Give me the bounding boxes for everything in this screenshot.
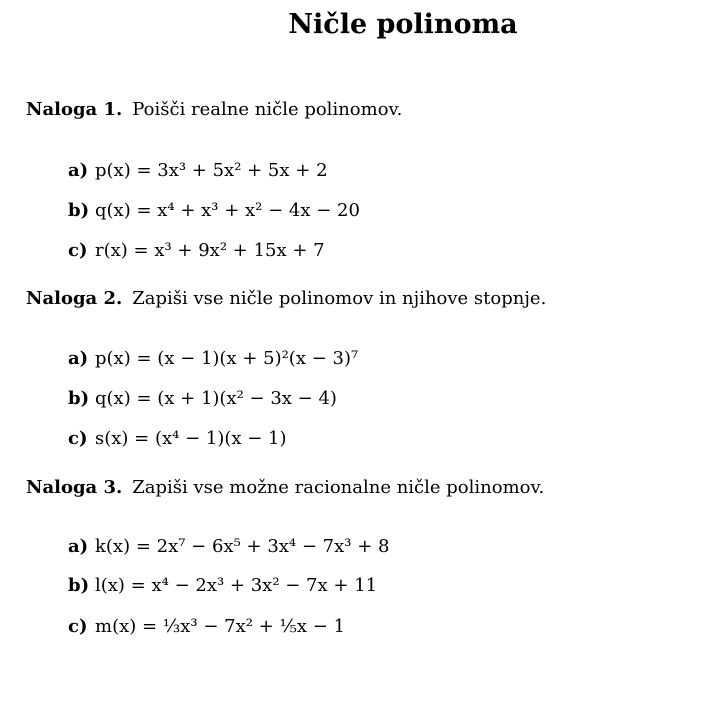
task-2-text: Zapiši vse ničle polinomov in njihove stopnje. [132, 288, 547, 309]
task-2-item-c [68, 428, 287, 449]
item-letter: b) [68, 200, 90, 221]
item-expression: s(x) = (x⁴ − 1)(x − 1) [95, 428, 287, 449]
task-1-label: Naloga 1. [26, 99, 123, 120]
task-2-label: Naloga 2. [26, 288, 123, 309]
item-expression: m(x) = ⅓x³ − 7x² + ⅕x − 1 [95, 616, 346, 637]
task-3-item-c [68, 616, 345, 637]
item-letter: b) [68, 388, 90, 409]
item-letter: c) [68, 616, 88, 637]
item-letter: b) [68, 575, 90, 596]
task-3-heading [26, 477, 544, 498]
task-1-item-a [68, 160, 328, 181]
task-2-item-b [68, 388, 337, 409]
item-letter: c) [68, 240, 88, 261]
item-expression: q(x) = x⁴ + x³ + x² − 4x − 20 [95, 200, 360, 221]
item-letter: a) [68, 348, 89, 369]
item-expression: k(x) = 2x⁷ − 6x⁵ + 3x⁴ − 7x³ + 8 [95, 536, 390, 557]
task-1-item-c [68, 240, 325, 261]
page-title: Ničle polinoma [288, 9, 518, 40]
task-2-heading [26, 288, 546, 309]
item-expression: r(x) = x³ + 9x² + 15x + 7 [95, 240, 325, 261]
task-1-heading [26, 99, 402, 120]
item-letter: a) [68, 160, 89, 181]
item-letter: a) [68, 536, 89, 557]
item-expression: q(x) = (x + 1)(x² − 3x − 4) [95, 388, 337, 409]
task-3-text: Zapiši vse možne racionalne ničle polinomov. [132, 477, 545, 498]
task-1-text: Poišči realne ničle polinomov. [132, 99, 403, 120]
item-expression: l(x) = x⁴ − 2x³ + 3x² − 7x + 11 [95, 575, 378, 596]
task-3-item-a [68, 536, 389, 557]
item-expression: p(x) = 3x³ + 5x² + 5x + 2 [95, 160, 328, 181]
task-3-item-b [68, 575, 377, 596]
task-3-label: Naloga 3. [26, 477, 123, 498]
task-2-item-a [68, 348, 358, 369]
item-letter: c) [68, 428, 88, 449]
task-1-item-b [68, 200, 360, 221]
item-expression: p(x) = (x − 1)(x + 5)²(x − 3)⁷ [95, 348, 359, 369]
